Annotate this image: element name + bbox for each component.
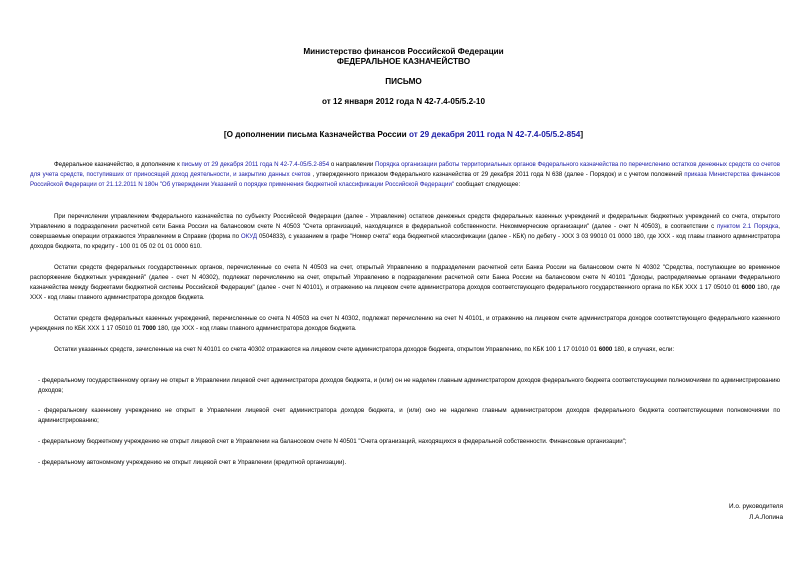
p5-text-2: 180, в случаях, если: xyxy=(612,346,675,353)
paragraph-3 xyxy=(30,263,780,303)
list-item: - федеральному казенному учреждению не открыт в Управлении лицевой счет администратора доходов бюджета, и (или) оно не наделено главным администратором доходов федерального бюджета соответствующими полномочиями по администрированию; xyxy=(38,407,780,424)
p2-text-3: 0504833), с указанием в графе "Номер счета" кода бюджетной классификации (далее - КБК) по дебету - ХХХ 3 03 99010 01 0000 180, где ХХХ - код главы главного администратора доходов бюджета, по кредиту - 100 01 05 02 01 01 0000 610. xyxy=(30,232,780,250)
p1-text-2: о направлении xyxy=(329,161,376,168)
p1-text-4: сообщает следующее: xyxy=(454,180,521,188)
p1-link-procedure[interactable]: Порядка организации работы территориальных органов Федерального казначейства по перечислению остатков денежных средств со счетов для учета средств, поступивших от приносящей доход деятельности, и закрытию данных счетов xyxy=(30,161,780,178)
subtitle-bracket-close: ] xyxy=(580,130,584,139)
p1-text-3: , утвержденного приказом Федерального казначейства от 29 декабря 2011 года N 638 (далее - Порядок) и с учетом положений xyxy=(310,170,685,178)
subtitle-text: О дополнении письма Казначейства России xyxy=(226,130,409,139)
list-item: - федеральному бюджетному учреждению не открыт лицевой счет в Управлении на балансовом счете N 40501 "Счета организаций, находящихся в федеральной собственности. Финансовые организации"; xyxy=(38,438,627,445)
paragraph-2 xyxy=(30,212,780,252)
p4-text-1: Остатки средств федеральных казенных учреждений, перечисленные со счета N 40503 на счет N 40302, подлежат перечислению на счет N 40101, и отражению на лицевом счете администратора доходов соответствующего федерального казенного учреждения по КБК ХХХ 1 17 05010 01 xyxy=(30,315,780,332)
p5-bold-code: 6000 xyxy=(598,346,613,353)
p3-text-1: Остатки средств федеральных государственных органов, перечисленные со счета N 40503 на счет, открытый Управлению в подразделении расчетной сети Банка России на балансовом счете N 40302 "Средства, поступающие во временное распоряжение бюджетных учреждений" (далее - счет N 40302), подлежат перечислению на счет, открытый Управлению в подразделении расчетной сети Банка России на балансовом счете N 40101 "Доходы, распределяемые органами Федерального казначейства между бюджетами бюджетной системы Российской Федерации" (далее - счет N 40101), и отражению на лицевом счете администратора доходов соответствующего федерального государственного органа по КБК ХХХ 1 17 05010 01 xyxy=(30,264,780,291)
p1-link-order[interactable]: приказа Министерства финансов Российской Федерации от 21.12.2011 N 180н "Об утверждении Указаний о порядке применения бюджетной классификации Российской Федерации" xyxy=(30,170,780,188)
p1-text-1: Федеральное казначейство, в дополнение к xyxy=(54,161,182,168)
p1-link-letter[interactable]: письму от 29 декабря 2011 года N 42-7.4-05/5.2-854 xyxy=(181,161,330,168)
document-type: ПИСЬМО xyxy=(385,77,422,86)
p2-text-2: , совершаемые операции отражаются Управлением в Справке (форма по xyxy=(30,222,780,240)
paragraph-5 xyxy=(30,345,780,355)
p2-link-okud[interactable]: ОКУД xyxy=(240,232,258,240)
p3-text-2: 180, где ХХХ - код главы главного администратора доходов бюджета. xyxy=(30,283,781,301)
p4-bold-code: 7000 xyxy=(142,324,156,332)
p2-link-clause[interactable]: пунктом 2.1 Порядка xyxy=(716,222,779,230)
list-item: - федеральному государственному органу не открыт в Управлении лицевой счет администратора доходов бюджета, и (или) он не наделен главным администратором доходов федерального бюджета соответствующими полномочиями по администрированию доходов; xyxy=(38,377,780,394)
list-item: - федеральному автономному учреждению не открыт лицевой счет в Управлении (кредитной организации). xyxy=(38,459,347,466)
subtitle-bracket-open: [ xyxy=(223,130,227,139)
agency-name: ФЕДЕРАЛЬНОЕ КАЗНАЧЕЙСТВО xyxy=(336,57,471,66)
signature-position: И.о. руководителя xyxy=(729,503,783,510)
p2-text-1: При перечислении управлением Федерального казначейства по субъекту Российской Федерации (далее - Управление) остатков денежных средств федеральных казенных учреждений и федеральных бюджетных учреждений со счета, открытого Управлению в подразделении расчетной сети Банка России на балансовом счете N 40503 "Счета организаций, находящихся в федеральной собственности. Некоммерческие организации" (далее - счет N 40503), в соответствии с xyxy=(30,213,780,230)
ministry-name: Министерство финансов Российской Федерации xyxy=(303,47,504,56)
signature-name: Л.А.Лопина xyxy=(749,514,783,521)
document-date: от 12 января 2012 года N 42-7.4-05/5.2-10 xyxy=(321,97,486,106)
paragraph-4 xyxy=(30,314,780,334)
subtitle-link[interactable]: от 29 декабря 2011 года N 42-7.4-05/5.2-854 xyxy=(408,130,581,139)
p3-bold-code: 6000 xyxy=(741,283,756,291)
p5-text-1: Остатки указанных средств, зачисленные на счет N 40101 со счета 40302 отражаются на лицевом счете администратора доходов бюджета, открытом Управлению, по КБК 100 1 17 01010 01 xyxy=(54,346,599,353)
document-subtitle xyxy=(0,130,807,139)
p4-text-2: 180, где ХХХ - код главы главного администратора доходов бюджета. xyxy=(155,324,357,332)
paragraph-1 xyxy=(30,160,780,190)
